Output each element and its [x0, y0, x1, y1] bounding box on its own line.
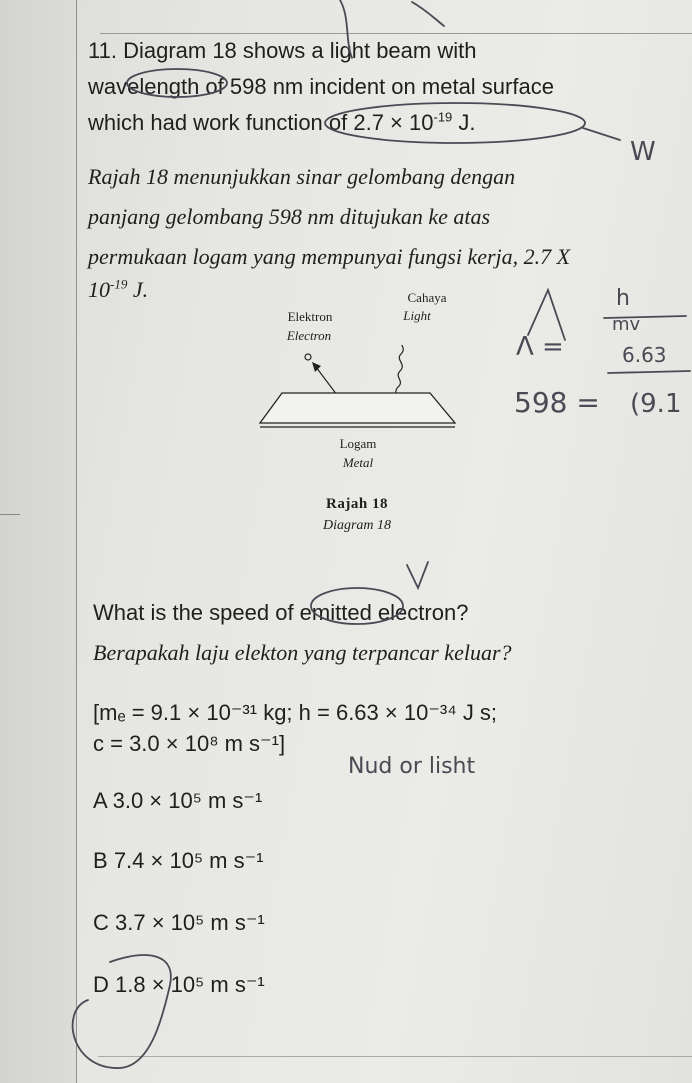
prompt-en: What is the speed of emitted electron? [93, 600, 469, 625]
option-c-letter: C [93, 910, 109, 935]
label-electron-ms: Elektron [287, 309, 333, 324]
hand-note: Nud or lisht [348, 754, 476, 779]
question-en-line-3: which had work function of $2.7 \times 10^{-19}$ J. [88, 109, 476, 135]
option-a[interactable] [93, 788, 262, 814]
given-constants-line-2: c = 3.0 × 10⁸ m s⁻¹] [93, 731, 286, 756]
label-metal-en: Metal [342, 455, 374, 470]
question-ms-line-2: panjang gelombang 598 nm ditujukan ke atas [88, 204, 491, 229]
hand-6-63: 6.63 [622, 343, 667, 367]
metal-plate [260, 393, 455, 423]
option-b-text: 7.4 × 10⁵ m s⁻¹ [113, 848, 264, 873]
given-constants-line-1: [mₑ = 9.1 × 10⁻³¹ kg; h = 6.63 × 10⁻³⁴ J s; [93, 700, 498, 725]
option-d-letter: D [93, 972, 109, 997]
option-c[interactable] [93, 910, 265, 936]
question-ms-line-1: Rajah 18 menunjukkan sinar gelombang dengan [88, 164, 516, 189]
label-electron-en: Electron [286, 328, 332, 343]
bottom-rule [98, 1056, 692, 1057]
label-light-ms: Cahaya [407, 290, 447, 305]
electron-dot-icon [305, 354, 311, 360]
option-d[interactable] [93, 972, 265, 998]
hand-9-1: (9.1 [630, 389, 682, 419]
top-rule [100, 33, 692, 34]
margin-tick [0, 514, 20, 515]
caption-ms: Rajah 18 [326, 496, 388, 512]
question-number: 11. [88, 38, 117, 63]
hand-mv: mv [612, 314, 641, 335]
option-b-letter: B [93, 848, 108, 873]
caption-en: Diagram 18 [322, 518, 392, 533]
option-c-text: 3.7 × 10⁵ m s⁻¹ [115, 910, 265, 935]
electron-arrow-head-icon [312, 362, 321, 372]
hand-h: h [616, 286, 630, 311]
hand-w: W [630, 137, 656, 167]
question-ms-line-3: permukaan logam yang mempunyai fungsi kerja, 2.7 X [88, 244, 571, 269]
hand-lambda-eq: Λ = [516, 332, 564, 362]
option-d-text: 1.8 × 10⁵ m s⁻¹ [115, 972, 265, 997]
hand-598: 598 = [514, 386, 600, 419]
question-line-1 [88, 38, 476, 64]
option-b[interactable] [93, 848, 264, 874]
label-metal-ms: Logam [339, 436, 377, 451]
label-light-en: Light [403, 308, 431, 323]
question-ms-line-4: $10^{-19}$ J. [88, 276, 149, 302]
question-en-line-1: Diagram 18 shows a light beam with [123, 38, 477, 63]
question-en-line-2: wavelength of 598 nm incident on metal surface [88, 74, 554, 99]
prompt-ms: Berapakah laju elekton yang terpancar keluar? [93, 640, 512, 665]
margin-line [76, 0, 77, 1083]
page-margin-strip [0, 0, 76, 1083]
option-a-letter: A [93, 788, 107, 813]
option-a-text: 3.0 × 10⁵ m s⁻¹ [112, 788, 263, 813]
photoelectric-diagram [250, 345, 460, 435]
